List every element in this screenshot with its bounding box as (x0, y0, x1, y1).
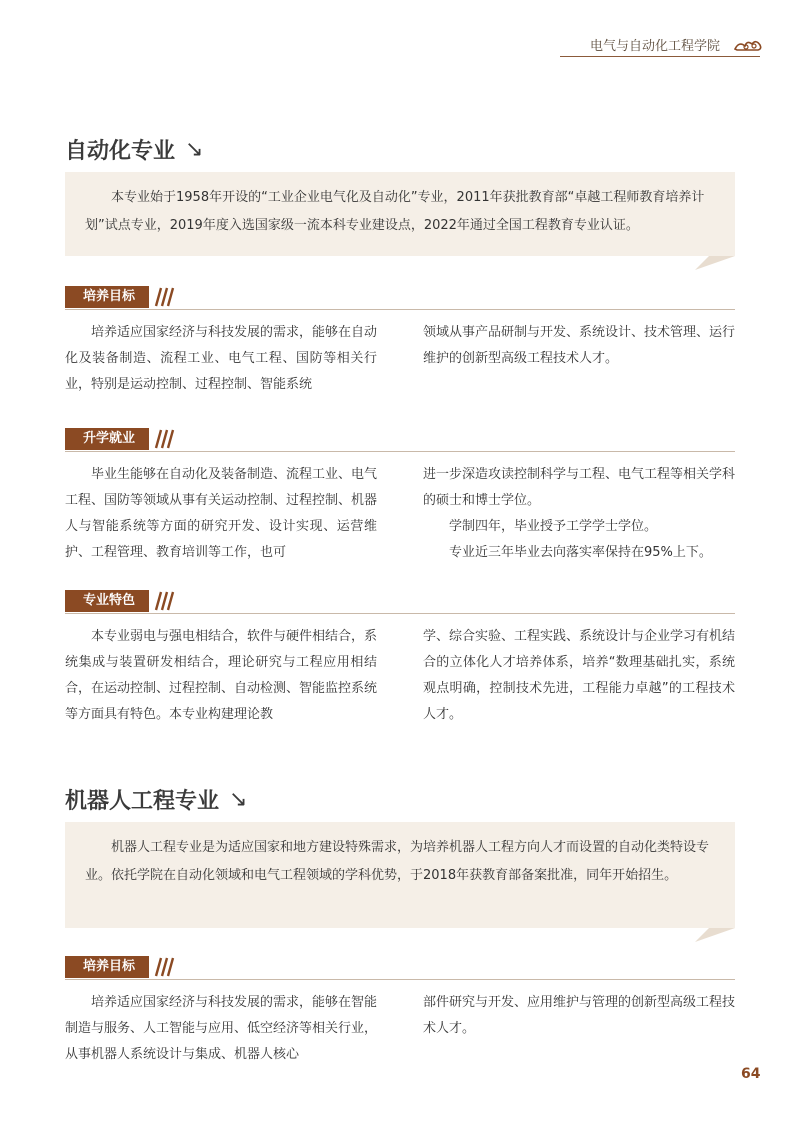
slash-decoration-icon (150, 956, 176, 978)
section-title-robotics (65, 784, 247, 815)
column-left (65, 990, 377, 1068)
header-divider (560, 56, 760, 57)
paragraph: 进一步深造攻读控制科学与工程、电气工程等相关学科的硕士和博士学位。 (423, 467, 736, 508)
section-title-automation (65, 134, 203, 165)
slash-decoration-icon (150, 428, 176, 450)
column-right (423, 462, 735, 566)
paragraph: 培养适应国家经济与科技发展的需求，能够在自动化及装备制造、流程工业、电气工程、国防等相关行业，特别是运动控制、过程控制、智能系统 (65, 325, 378, 392)
slash-decoration-icon (150, 286, 176, 308)
intro-text: 本专业始于1958年开设的“工业企业电气化及自动化”专业，2011年获批教育部“卓越工程师教育培养计划”试点专业，2019年度入选国家级一流本科专业建设点，2022年通过全国工程教育专业认证。 (85, 190, 705, 233)
sub-heading-rule (65, 451, 735, 452)
section-title-text: 自动化专业 (65, 139, 176, 164)
paragraph: 学制四年，毕业授予工学学士学位。 (449, 519, 658, 534)
paragraph: 部件研究与开发、应用维护与管理的创新型高级工程技术人才。 (423, 995, 736, 1036)
page-number: 64 (741, 1066, 761, 1082)
column-right (423, 624, 735, 728)
intro-box-automation (65, 172, 735, 256)
header-college-name: 电气与自动化工程学院 (590, 39, 721, 54)
paragraph: 领域从事产品研制与开发、系统设计、技术管理、运行维护的创新型高级工程技术人才。 (423, 325, 736, 366)
sub-heading-training-goal: 培养目标 (65, 286, 149, 308)
cloud-ornament-icon (733, 37, 763, 55)
column-left (65, 462, 377, 566)
sub-heading-rule (65, 613, 735, 614)
sub-heading-rule (65, 309, 735, 310)
paragraph: 毕业生能够在自动化及装备制造、流程工业、电气工程、国防等领域从事有关运动控制、过程控制、机器人与智能系统等方面的研究开发、设计实现、运营维护、工程管理、教育培训等工作，也可 (65, 467, 378, 560)
intro-box-robotics (65, 822, 735, 928)
sub-heading-training-goal: 培养目标 (65, 956, 149, 978)
sub-heading-further-study: 升学就业 (65, 428, 149, 450)
column-right (423, 320, 735, 372)
column-right (423, 990, 735, 1042)
arrow-down-right-icon: ↘ (185, 137, 204, 162)
section-title-text: 机器人工程专业 (65, 789, 220, 814)
page-fold-decoration (695, 928, 735, 942)
paragraph: 培养适应国家经济与科技发展的需求，能够在智能制造与服务、人工智能与应用、低空经济等相关行业，从事机器人系统设计与集成、机器人核心 (65, 995, 378, 1062)
column-left (65, 624, 377, 728)
arrow-down-right-icon: ↘ (229, 787, 248, 812)
slash-decoration-icon (150, 590, 176, 612)
sub-heading-rule (65, 979, 735, 980)
sub-heading-features: 专业特色 (65, 590, 149, 612)
page-fold-decoration (695, 256, 735, 270)
paragraph: 本专业弱电与强电相结合，软件与硬件相结合，系统集成与装置研发相结合，理论研究与工程应用相结合，在运动控制、过程控制、自动检测、智能监控系统等方面具有特色。本专业构建理论教 (65, 629, 378, 722)
paragraph: 专业近三年毕业去向落实率保持在95%上下。 (449, 545, 712, 560)
intro-text: 机器人工程专业是为适应国家和地方建设特殊需求，为培养机器人工程方向人才而设置的自动化类特设专业。依托学院在自动化领域和电气工程领域的学科优势，于2018年获教育部备案批准，同年开始招生。 (85, 840, 710, 883)
column-left (65, 320, 377, 398)
paragraph: 学、综合实验、工程实践、系统设计与企业学习有机结合的立体化人才培养体系，培养“数理基础扎实，系统观点明确，控制技术先进，工程能力卓越”的工程技术人才。 (423, 629, 736, 722)
